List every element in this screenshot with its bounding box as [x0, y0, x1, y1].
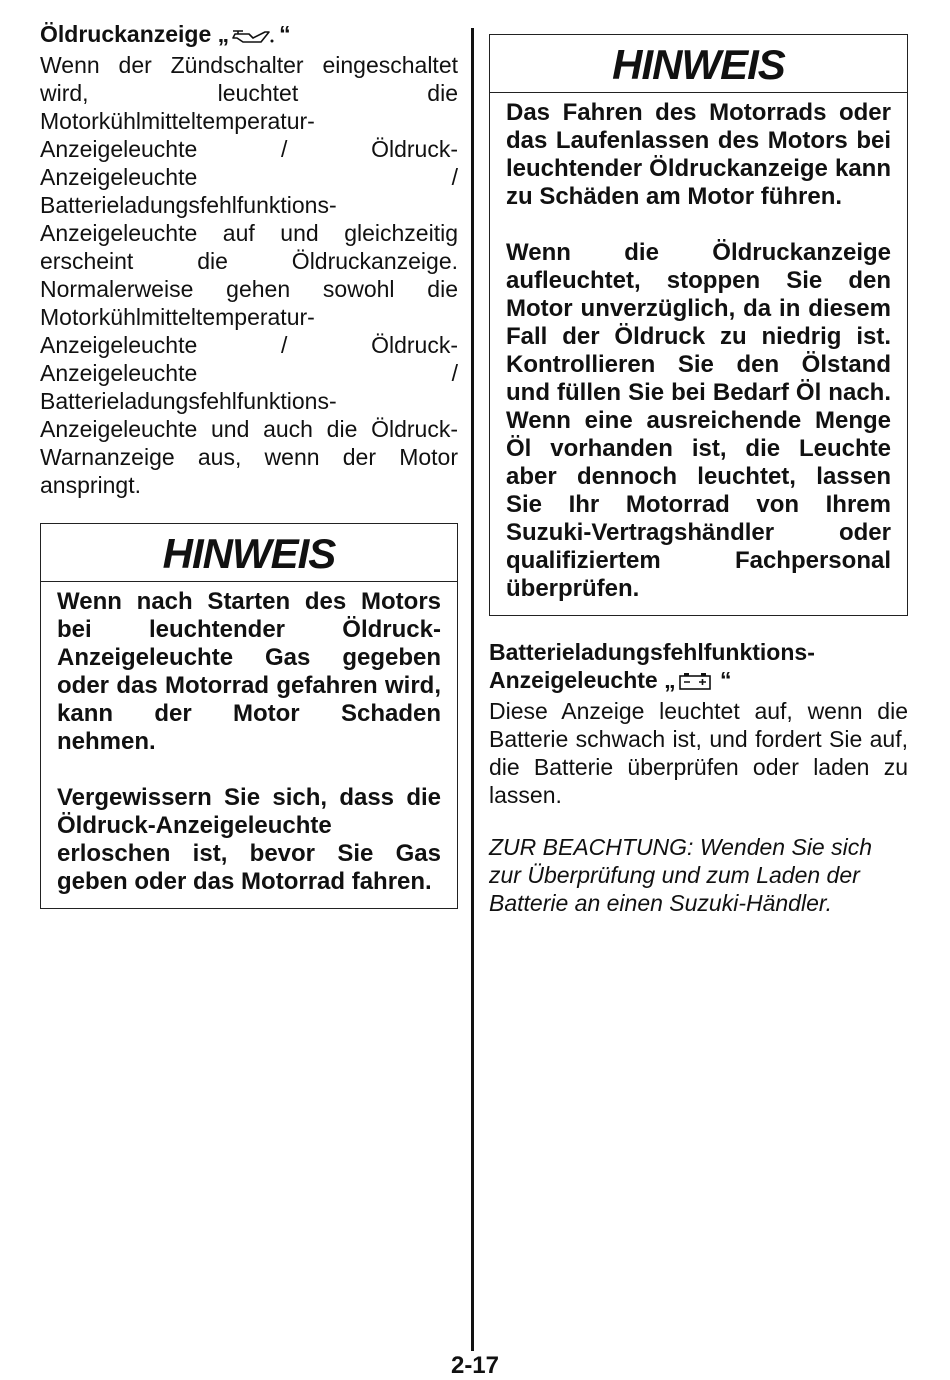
notice-right-para-2: Wenn die Öldruckanzeige aufleuchtet, stoppen Sie den Motor unverzüglich, da in diesem Fall der Öldruck zu niedrig ist. Kontrollieren Sie den Ölstand und füllen Sie bei Bedarf Öl nach. Wenn eine ausreichende Menge Öl vorhanden ist, die Leuchte aber dennoch leuchtet, lassen Sie Ihr Motorrad von Ihrem Suzuki-Vertragshändler oder qualifiziertem Fachpersonal überprüfen.	[506, 239, 891, 602]
oil-pressure-title: Öldruckanzeige „	[40, 21, 230, 47]
column-divider	[471, 28, 474, 1351]
notice-box-right	[489, 34, 908, 616]
battery-icon	[678, 669, 712, 697]
notice-body-left	[41, 582, 457, 908]
battery-note: ZUR BEACHTUNG: Wenden Sie sich zur Überprüfung und zum Laden der Batterie an einen Suzuki-Händler.	[489, 834, 873, 916]
left-column	[40, 20, 458, 909]
battery-body: Diese Anzeige leuchtet auf, wenn die Batterie schwach ist, und fordert Sie auf, die Batterie überprüfen oder laden zu lassen.	[489, 698, 908, 808]
notice-box-left	[40, 523, 458, 909]
oil-pressure-heading	[40, 20, 458, 51]
notice-left-para-1: Wenn nach Starten des Motors bei leuchtender Öldruck-Anzeigeleuchte Gas gegeben oder das Motorrad gefahren wird, kann der Motor Schaden nehmen.	[57, 588, 441, 755]
battery-heading-line1: Batterieladungsfehlfunktions-	[489, 639, 815, 665]
notice-title-left: HINWEIS	[41, 524, 457, 582]
notice-body-right	[490, 93, 907, 615]
battery-heading-line2	[489, 666, 908, 697]
notice-left-para-2: Vergewissern Sie sich, dass die Öldruck-Anzeigeleuchte erloschen ist, bevor Sie Gas geben oder das Motorrad fahren.	[57, 784, 441, 895]
oil-can-icon	[231, 23, 277, 51]
oil-pressure-title-close: “	[279, 21, 291, 47]
notice-right-para-1: Das Fahren des Motorrads oder das Laufenlassen des Motors bei leuchtender Öldruckanzeige kann zu Schäden am Motor führen.	[506, 99, 891, 210]
notice-title-right: HINWEIS	[490, 35, 907, 93]
battery-title-close: “	[713, 667, 732, 693]
right-column	[489, 34, 908, 917]
battery-title: Anzeigeleuchte „	[489, 667, 676, 693]
page-number: 2-17	[450, 1352, 500, 1379]
oil-pressure-body: Wenn der Zündschalter eingeschaltet wird, leuchtet die Motorkühlmitteltemperatur-Anzeigeleuchte / Öldruck-Anzeigeleuchte / Batterieladungsfehlfunktions-Anzeigeleuchte auf und gleichzeitig erscheint die Öldruckanzeige. Normalerweise gehen sowohl die Motorkühlmitteltemperatur-Anzeigeleuchte / Öldruck-Anzeigeleuchte / Batterieladungsfehlfunktions-Anzeigeleuchte und auch die Öldruck-Warnanzeige aus, wenn der Motor anspringt.	[40, 52, 458, 498]
